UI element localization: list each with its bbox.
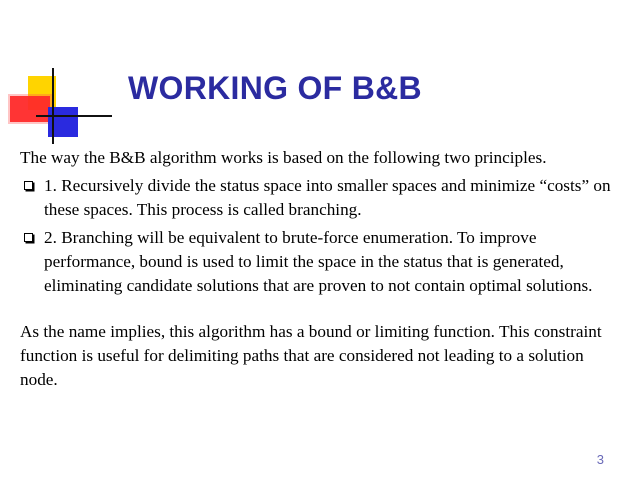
bullet-item bbox=[20, 174, 620, 222]
horizontal-line bbox=[36, 115, 112, 117]
vertical-line bbox=[52, 68, 54, 144]
red-block bbox=[10, 96, 50, 122]
bullet-item bbox=[20, 226, 620, 298]
intro-text: The way the B&B algorithm works is based on the following two principles. bbox=[20, 148, 547, 167]
square-bullet-icon bbox=[24, 181, 33, 190]
bullet-text: 2. Branching will be equivalent to brute-force enumeration. To improve performance, bound is used to limit the space in the status that is generated, eliminating candidate solutions that are proven to not contain optimal solutions. bbox=[44, 228, 593, 295]
slide-body bbox=[20, 146, 620, 392]
slide-title: WORKING OF B&B bbox=[128, 70, 422, 106]
outro-text: As the name implies, this algorithm has a bound or limiting function. This constraint function is useful for delimiting paths that are considered not leading to a solution node. bbox=[20, 322, 602, 389]
bullet-text: 1. Recursively divide the status space into smaller spaces and minimize “costs” on these spaces. This process is called branching. bbox=[44, 176, 611, 219]
page-number: 3 bbox=[596, 452, 604, 467]
square-bullet-icon bbox=[24, 233, 33, 242]
decorative-logo bbox=[0, 0, 120, 150]
bullet-list bbox=[20, 174, 620, 298]
